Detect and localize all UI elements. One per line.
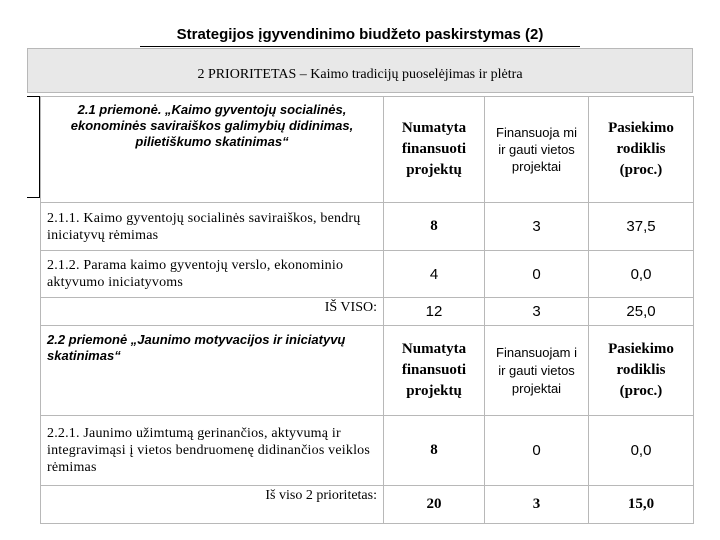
section1-total-projects: 12 xyxy=(384,298,485,326)
grand-total-indicator: 15,0 xyxy=(589,486,694,524)
grand-total-projects: 20 xyxy=(384,486,485,524)
section1-heading: 2.1 priemonė. „Kaimo gyventojų socialinės, ekonominės saviraiškos galimybių didinimas, pilietiškumo skatinimas“ xyxy=(41,97,384,203)
row-label: 2.2.1. Jaunimo užimtumą gerinančios, aktyvumą ir integravimąsi į vietos bendruomenę didinančios veiklos rėmimas xyxy=(41,416,384,486)
section1-total-local: 3 xyxy=(485,298,589,326)
grand-total-label: Iš viso 2 prioritetas: xyxy=(41,486,384,524)
row-projects: 8 xyxy=(384,203,485,251)
section1-col-projects: Numatyta finansuoti projektų xyxy=(384,97,485,203)
section2-col-indicator: Pasiekimo rodiklis (proc.) xyxy=(589,326,694,416)
page-title: Strategijos įgyvendinimo biudžeto paskirstymas (2) xyxy=(176,26,544,43)
section2-header-row xyxy=(41,326,694,416)
row-local: 0 xyxy=(485,416,589,486)
section1-total-row xyxy=(41,298,694,326)
row-local: 3 xyxy=(485,203,589,251)
section1-total-label: IŠ VISO: xyxy=(41,298,384,326)
table-row xyxy=(41,416,694,486)
priority-banner xyxy=(27,48,693,93)
row-indicator: 0,0 xyxy=(589,416,694,486)
title-underline xyxy=(140,46,580,47)
row-indicator: 0,0 xyxy=(589,251,694,298)
section2-heading: 2.2 priemonė „Jaunimo motyvacijos ir iniciatyvų skatinimas“ xyxy=(41,326,384,416)
section-marker xyxy=(27,96,40,198)
row-projects: 4 xyxy=(384,251,485,298)
section1-col-indicator: Pasiekimo rodiklis (proc.) xyxy=(589,97,694,203)
section1-col-local: Finansuoja mi ir gauti vietos projektai xyxy=(485,97,589,203)
table-row xyxy=(41,251,694,298)
row-indicator: 37,5 xyxy=(589,203,694,251)
row-label: 2.1.2. Parama kaimo gyventojų verslo, ekonominio aktyvumo iniciatyvoms xyxy=(41,251,384,298)
grand-total-local: 3 xyxy=(485,486,589,524)
table-row xyxy=(41,203,694,251)
grand-total-row xyxy=(41,486,694,524)
section1-total-indicator: 25,0 xyxy=(589,298,694,326)
row-label: 2.1.1. Kaimo gyventojų socialinės saviraiškos, bendrų iniciatyvų rėmimas xyxy=(41,203,384,251)
priority-banner-text: 2 PRIORITETAS – Kaimo tradicijų puoselėjimas ir plėtra xyxy=(197,67,523,82)
budget-table xyxy=(40,96,694,524)
row-local: 0 xyxy=(485,251,589,298)
section2-col-local: Finansuojam i ir gauti vietos projektai xyxy=(485,326,589,416)
section2-col-projects: Numatyta finansuoti projektų xyxy=(384,326,485,416)
row-projects: 8 xyxy=(384,416,485,486)
section1-header-row xyxy=(41,97,694,203)
